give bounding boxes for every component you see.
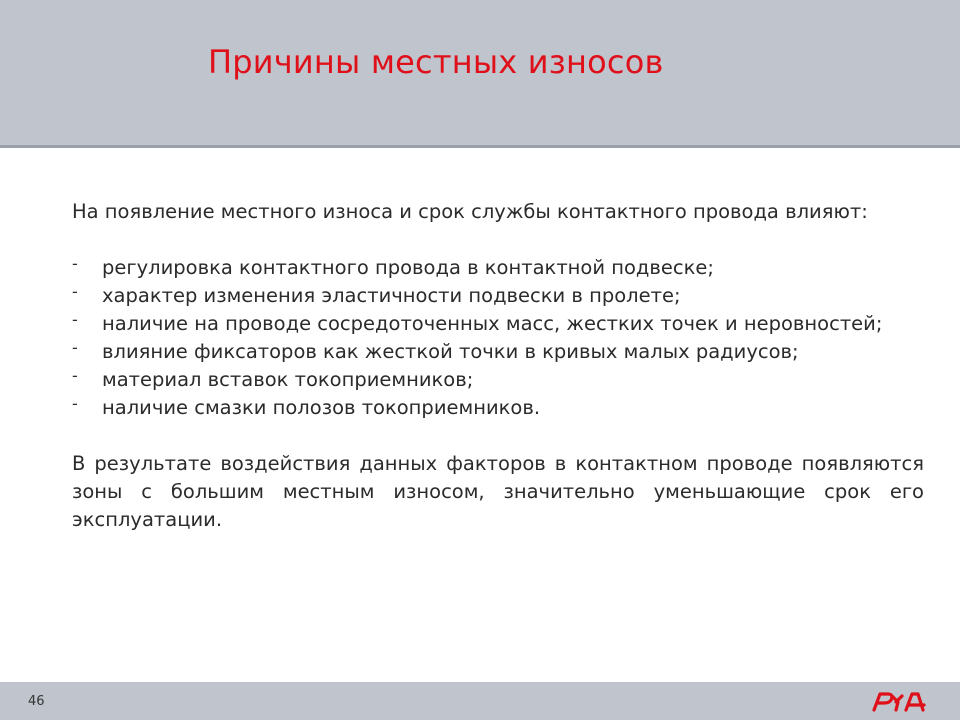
list-item bbox=[72, 254, 924, 282]
list-item bbox=[72, 282, 924, 310]
bullet-dash: - bbox=[72, 282, 78, 301]
footer-band bbox=[0, 682, 960, 720]
list-item bbox=[72, 338, 924, 366]
list-item-text: наличие на проводе сосредоточенных масс, жестких точек и неровностей; bbox=[102, 312, 883, 335]
conclusion-paragraph: В результате воздействия данных факторов в контактном проводе появляются зоны с большим местным износом, значительно уменьшающие срок его эксплуатации. bbox=[72, 452, 924, 531]
list-item bbox=[72, 310, 924, 338]
rzd-logo-icon bbox=[868, 688, 928, 714]
list-item-text: характер изменения эластичности подвески в пролете; bbox=[102, 284, 681, 307]
bullet-dash: - bbox=[72, 338, 78, 357]
list-item-text: регулировка контактного провода в контактной подвеске; bbox=[102, 256, 714, 279]
slide-title: Причины местных износов bbox=[208, 43, 664, 81]
list-item-text: наличие смазки полозов токоприемников. bbox=[102, 396, 541, 419]
intro-paragraph: На появление местного износа и срок службы контактного провода влияют: bbox=[72, 200, 868, 223]
list-item-text: влияние фиксаторов как жесткой точки в кривых малых радиусов; bbox=[102, 340, 799, 363]
title-band bbox=[0, 0, 960, 148]
bullet-dash: - bbox=[72, 254, 78, 273]
factor-list bbox=[72, 254, 924, 422]
slide-body bbox=[72, 198, 924, 534]
list-item bbox=[72, 394, 924, 422]
bullet-dash: - bbox=[72, 366, 78, 385]
bullet-dash: - bbox=[72, 310, 78, 329]
list-item-text: материал вставок токоприемников; bbox=[102, 368, 474, 391]
page-number: 46 bbox=[28, 694, 45, 709]
list-item bbox=[72, 366, 924, 394]
bullet-dash: - bbox=[72, 394, 78, 413]
